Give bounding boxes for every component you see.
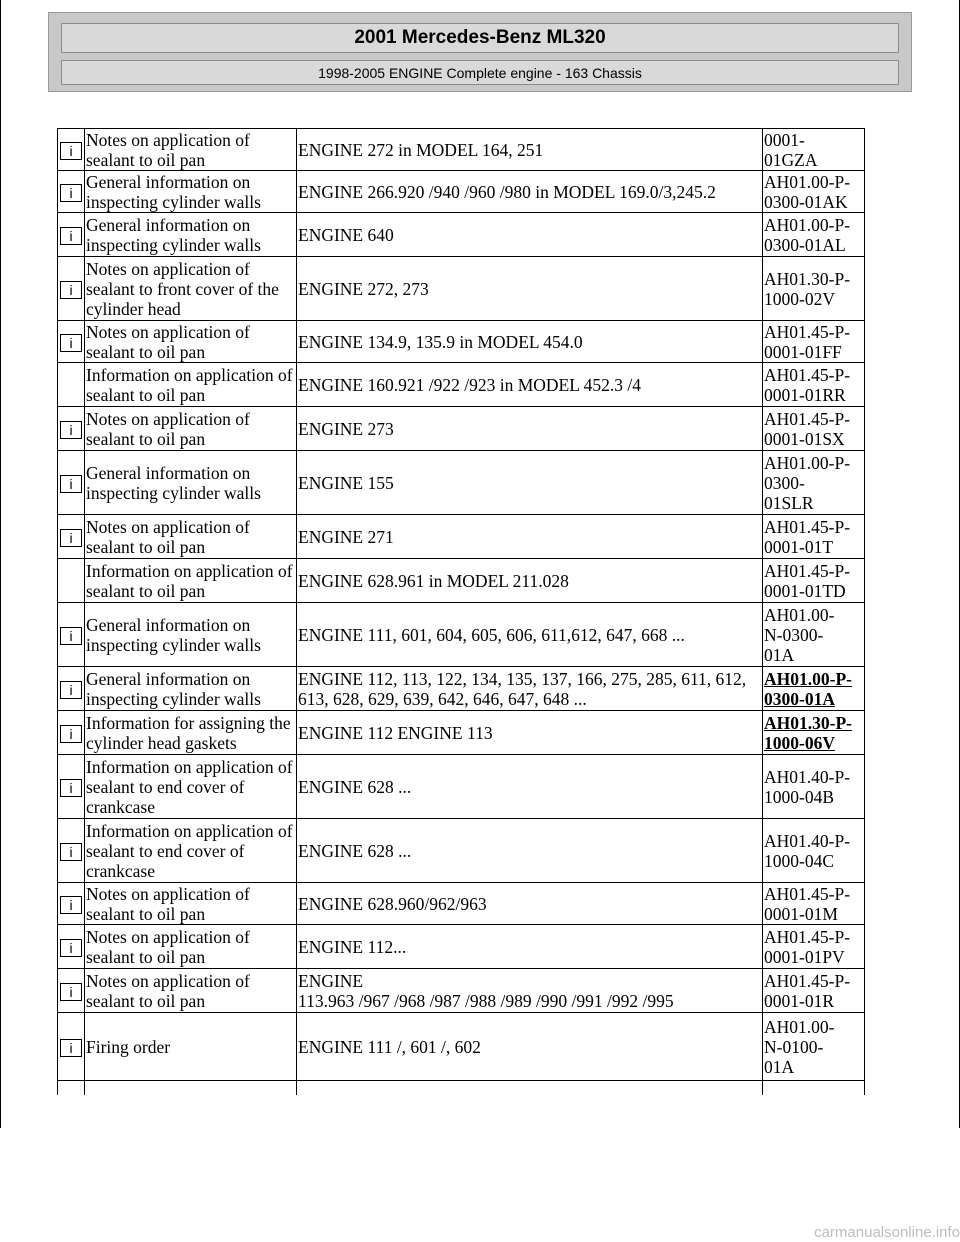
document-number-cell <box>763 755 865 819</box>
document-number-cell <box>763 257 865 321</box>
description-cell: Notes on application of sealant to front cover of the cylinder head <box>85 257 297 321</box>
description-cell: Information on application of sealant to oil pan <box>85 363 297 407</box>
description-cell: Notes on application of sealant to oil pan <box>85 321 297 363</box>
document-number: AH01.45-P- 0001-01RR <box>764 364 851 405</box>
description-cell: General information on inspecting cylinder walls <box>85 171 297 213</box>
table-row <box>58 711 865 755</box>
site-watermark: carmanualsonline.info <box>814 1224 960 1241</box>
info-icon[interactable]: i <box>60 184 82 202</box>
applies-to-cell: ENGINE 271 <box>297 515 763 559</box>
info-icon[interactable]: i <box>60 896 82 914</box>
info-cell <box>58 363 85 407</box>
info-cell <box>58 515 85 559</box>
info-icon[interactable]: i <box>60 1039 82 1057</box>
info-cell <box>58 667 85 711</box>
description-cell: General information on inspecting cylinder walls <box>85 451 297 515</box>
description-cell: Notes on application of sealant to oil pan <box>85 515 297 559</box>
document-number: AH01.45-P- 0001-01R <box>764 970 851 1011</box>
info-icon[interactable]: i <box>60 142 82 160</box>
document-number: AH01.45-P- 0001-01T <box>764 516 851 557</box>
info-icon[interactable]: i <box>60 843 82 861</box>
description-cell: Information on application of sealant to end cover of crankcase <box>85 819 297 883</box>
document-number: AH01.40-P- 1000-04B <box>764 766 851 807</box>
info-cell <box>58 969 85 1013</box>
document-subtitle: 1998-2005 ENGINE Complete engine - 163 Chassis <box>61 60 899 85</box>
description-cell: Information for assigning the cylinder head gaskets <box>85 711 297 755</box>
info-cell <box>58 883 85 925</box>
applies-to-cell: ENGINE 266.920 /940 /960 /980 in MODEL 169.0/3,245.2 <box>297 171 763 213</box>
document-number-cell <box>763 1013 865 1081</box>
applies-to-cell: ENGINE 112, 113, 122, 134, 135, 137, 166, 275, 285, 611, 612, 613, 628, 629, 639, 642, 646, 647, 648 ... <box>297 667 763 711</box>
info-icon[interactable]: i <box>60 681 82 699</box>
applies-to-cell: ENGINE 272 in MODEL 164, 251 <box>297 129 763 171</box>
description-cell: Notes on application of sealant to oil pan <box>85 883 297 925</box>
info-icon[interactable]: i <box>60 281 82 299</box>
document-number-cell <box>763 883 865 925</box>
info-cell <box>58 213 85 257</box>
document-number-cell[interactable] <box>763 711 865 755</box>
info-cell <box>58 819 85 883</box>
document-number-cell <box>763 515 865 559</box>
table-row <box>58 407 865 451</box>
document-number-cell <box>763 407 865 451</box>
table-row <box>58 559 865 603</box>
applies-to-cell: ENGINE 160.921 /922 /923 in MODEL 452.3 /4 <box>297 363 763 407</box>
applies-to-cell: ENGINE 628 ... <box>297 819 763 883</box>
description-cell: Notes on application of sealant to oil pan <box>85 129 297 171</box>
table-row <box>58 819 865 883</box>
applies-to-cell: ENGINE 134.9, 135.9 in MODEL 454.0 <box>297 321 763 363</box>
info-icon[interactable]: i <box>60 983 82 1001</box>
table-row <box>58 257 865 321</box>
table-row <box>58 925 865 969</box>
document-number-cell <box>763 321 865 363</box>
document-number-cell <box>763 129 865 171</box>
document-number: AH01.00-P- 0300-01AK <box>764 171 851 212</box>
description-cell: Notes on application of sealant to oil pan <box>85 969 297 1013</box>
document-link[interactable]: AH01.00-P- 0300-01A <box>764 668 852 709</box>
info-icon[interactable]: i <box>60 475 82 493</box>
page-header <box>48 12 912 92</box>
document-number-cell <box>763 171 865 213</box>
table-row <box>58 363 865 407</box>
info-cell <box>58 711 85 755</box>
document-number-cell <box>763 363 865 407</box>
applies-to-cell: ENGINE 272, 273 <box>297 257 763 321</box>
applies-to-cell: ENGINE 112... <box>297 925 763 969</box>
applies-to-cell: ENGINE 640 <box>297 213 763 257</box>
info-icon[interactable]: i <box>60 939 82 957</box>
empty-cell <box>763 1081 865 1096</box>
document-number-cell <box>763 925 865 969</box>
document-number: AH01.45-P- 0001-01SX <box>764 408 851 449</box>
info-cell <box>58 925 85 969</box>
description-cell: Notes on application of sealant to oil pan <box>85 925 297 969</box>
applies-to-cell: ENGINE 628 ... <box>297 755 763 819</box>
info-icon[interactable]: i <box>60 529 82 547</box>
document-number-cell <box>763 559 865 603</box>
document-number-cell <box>763 969 865 1013</box>
document-number: AH01.00-P- 0300- 01SLR <box>764 452 851 513</box>
document-number-cell <box>763 819 865 883</box>
info-cell <box>58 603 85 667</box>
description-cell: Firing order <box>85 1013 297 1081</box>
document-title: 2001 Mercedes-Benz ML320 <box>61 23 899 53</box>
document-number-cell <box>763 451 865 515</box>
table-row <box>58 129 865 171</box>
document-link[interactable]: AH01.30-P- 1000-06V <box>764 712 852 753</box>
info-icon[interactable]: i <box>60 725 82 743</box>
empty-cell <box>85 1081 297 1096</box>
applies-to-cell: ENGINE 628.960/962/963 <box>297 883 763 925</box>
table-row <box>58 213 865 257</box>
applies-to-cell: ENGINE 628.961 in MODEL 211.028 <box>297 559 763 603</box>
applies-to-cell: ENGINE 112 ENGINE 113 <box>297 711 763 755</box>
document-number-cell <box>763 213 865 257</box>
document-number: AH01.40-P- 1000-04C <box>764 830 851 871</box>
info-cell <box>58 129 85 171</box>
applies-to-cell: ENGINE 273 <box>297 407 763 451</box>
applies-to-cell: ENGINE 155 <box>297 451 763 515</box>
table-row <box>58 171 865 213</box>
table-row <box>58 321 865 363</box>
document-number: AH01.30-P- 1000-02V <box>764 268 851 309</box>
info-icon[interactable]: i <box>60 627 82 645</box>
info-cell <box>58 559 85 603</box>
info-icon[interactable]: i <box>60 779 82 797</box>
description-cell: Notes on application of sealant to oil pan <box>85 407 297 451</box>
table-row-continuation <box>58 1081 865 1096</box>
document-number: AH01.00- N-0300- 01A <box>764 604 835 665</box>
document-number-cell[interactable] <box>763 667 865 711</box>
info-cell <box>58 451 85 515</box>
document-number: AH01.00- N-0100- 01A <box>764 1016 835 1077</box>
table-row <box>58 667 865 711</box>
table-row <box>58 1013 865 1081</box>
description-cell: Information on application of sealant to end cover of crankcase <box>85 755 297 819</box>
info-icon[interactable]: i <box>60 227 82 245</box>
applies-to-cell: ENGINE 111, 601, 604, 605, 606, 611,612, 647, 668 ... <box>297 603 763 667</box>
document-number-cell <box>763 603 865 667</box>
applies-to-cell: ENGINE 111 /, 601 /, 602 <box>297 1013 763 1081</box>
document-number: AH01.45-P- 0001-01TD <box>764 560 851 601</box>
table-row <box>58 755 865 819</box>
table-row <box>58 969 865 1013</box>
reference-table <box>57 128 865 1095</box>
document-number: AH01.45-P- 0001-01M <box>764 883 851 924</box>
empty-cell <box>58 1081 85 1096</box>
description-cell: General information on inspecting cylinder walls <box>85 603 297 667</box>
table-row <box>58 451 865 515</box>
table-row <box>58 515 865 559</box>
info-cell <box>58 171 85 213</box>
info-icon[interactable]: i <box>60 421 82 439</box>
description-cell: Information on application of sealant to oil pan <box>85 559 297 603</box>
applies-to-cell: ENGINE 113.963 /967 /968 /987 /988 /989 /990 /991 /992 /995 <box>297 969 763 1013</box>
info-cell <box>58 321 85 363</box>
document-number: AH01.00-P- 0300-01AL <box>764 214 851 255</box>
info-cell <box>58 755 85 819</box>
document-number: AH01.45-P- 0001-01PV <box>764 926 851 967</box>
document-number: AH01.45-P- 0001-01FF <box>764 321 851 362</box>
info-cell <box>58 257 85 321</box>
info-cell <box>58 1013 85 1081</box>
table-row <box>58 883 865 925</box>
description-cell: General information on inspecting cylinder walls <box>85 667 297 711</box>
document-number: 0001- 01GZA <box>764 129 818 170</box>
table-row <box>58 603 865 667</box>
empty-cell <box>297 1081 763 1096</box>
info-icon[interactable]: i <box>60 334 82 352</box>
info-cell <box>58 407 85 451</box>
description-cell: General information on inspecting cylinder walls <box>85 213 297 257</box>
